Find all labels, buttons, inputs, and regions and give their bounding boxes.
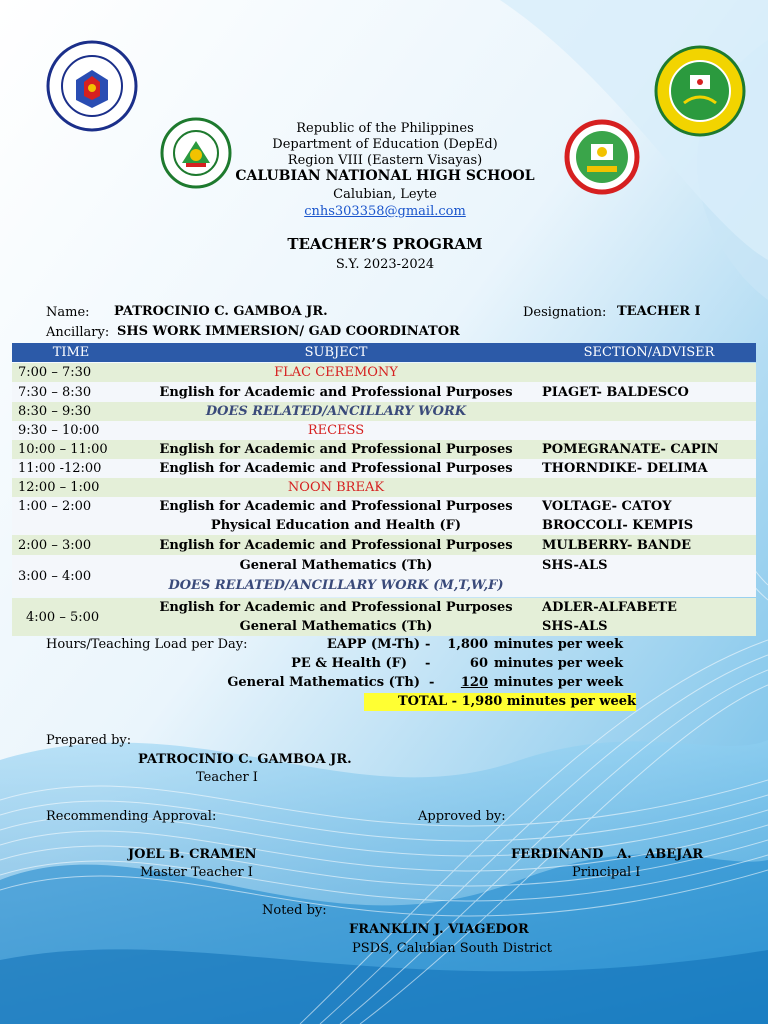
row-section: POMEGRANATE- CAPIN (542, 442, 719, 457)
row-time: 10:00 – 11:00 (18, 442, 108, 457)
row-subject: English for Academic and Professional Purposes (159, 499, 513, 514)
row-section: SHS-ALS (542, 557, 608, 573)
name-label: Name: (46, 305, 90, 320)
table-row (12, 478, 756, 497)
prepared-name: PATROCINIO C. GAMBOA JR. (138, 752, 352, 767)
table-row (12, 363, 756, 382)
table-row (12, 497, 756, 535)
row-section: VOLTAGE- CATOY (542, 499, 672, 514)
row-section: THORNDIKE- DELIMA (542, 461, 708, 476)
header-email-link[interactable]: cnhs303358@gmail.com (304, 204, 466, 219)
row-subject: English for Academic and Professional Purposes (159, 442, 513, 457)
noted-label: Noted by: (262, 903, 327, 918)
header-subject: SUBJECT (304, 345, 368, 360)
row-time: 4:00 – 5:00 (26, 609, 100, 625)
recommending-title: Master Teacher I (140, 865, 253, 880)
row-section-2: BROCCOLI- KEMPIS (542, 518, 694, 533)
prepared-title: Teacher I (196, 770, 258, 785)
load-dash: - (425, 656, 431, 671)
load-label: Hours/Teaching Load per Day: (46, 637, 248, 652)
row-time: 8:30 – 9:30 (18, 404, 92, 419)
header-school-name: CALUBIAN NATIONAL HIGH SCHOOL (235, 168, 535, 184)
table-row (12, 382, 756, 402)
row-section: PIAGET- BALDESCO (542, 384, 689, 400)
load-unit: minutes per week (494, 675, 624, 690)
row-subject: English for Academic and Professional Purposes (159, 537, 513, 553)
header-region: Region VIII (Eastern Visayas) (287, 153, 483, 168)
header-deped: Department of Education (DepEd) (272, 137, 498, 152)
row-section-2: SHS-ALS (542, 619, 608, 634)
designation-label: Designation: (523, 305, 607, 320)
row-time: 7:30 – 8:30 (18, 384, 92, 400)
row-section: MULBERRY- BANDE (542, 537, 692, 553)
row-time: 12:00 – 1:00 (18, 480, 100, 495)
header-republic: Republic of the Philippines (296, 121, 474, 136)
table-row (12, 440, 756, 459)
prepared-label: Prepared by: (46, 733, 132, 748)
table-header (12, 343, 756, 362)
load-dash: - (425, 637, 431, 652)
row-subject-2: General Mathematics (Th) (239, 619, 433, 634)
row-time: 11:00 -12:00 (18, 461, 102, 476)
row-subject: English for Academic and Professional Purposes (159, 384, 513, 400)
row-time: 7:00 – 7:30 (18, 365, 92, 380)
row-subject: General Mathematics (Th) (239, 557, 433, 573)
table-row (12, 421, 756, 440)
noted-title: PSDS, Calubian South District (352, 941, 552, 956)
load-dash: - (429, 675, 435, 690)
load-minutes-pe: 60 (469, 656, 488, 671)
ancillary-value: SHS WORK IMMERSION/ GAD COORDINATOR (117, 324, 460, 339)
load-unit: minutes per week (494, 656, 624, 671)
approved-label: Approved by: (418, 809, 506, 824)
load-subject-eapp: EAPP (M-Th) (326, 637, 420, 652)
recommending-name: JOEL B. CRAMEN (128, 847, 257, 862)
header-town: Calubian, Leyte (333, 187, 437, 202)
noted-name: FRANKLIN J. VIAGEDOR (349, 922, 529, 937)
load-unit: minutes per week (494, 637, 624, 652)
cnhs-school-seal-logo (654, 45, 746, 137)
load-subject-pe: PE & Health (F) (291, 656, 407, 671)
row-time: 1:00 – 2:00 (18, 499, 92, 514)
row-subject: RECESS (307, 423, 365, 438)
teacher-name: PATROCINIO C. GAMBOA JR. (114, 304, 328, 319)
header-time: TIME (52, 345, 90, 360)
row-time: 9:30 – 10:00 (18, 423, 100, 438)
row-subject: FLAC CEREMONY (274, 365, 398, 380)
row-subject-2: DOES RELATED/ANCILLARY WORK (M,T,W,F) (168, 577, 504, 593)
row-subject: NOON BREAK (287, 480, 385, 495)
row-subject-2: Physical Education and Health (F) (210, 518, 462, 533)
load-minutes-eapp: 1,800 (447, 637, 488, 652)
ancillary-label: Ancillary: (46, 325, 110, 340)
approved-name: FERDINAND A. ABEJAR (511, 847, 704, 862)
school-year: S.Y. 2023-2024 (335, 257, 435, 272)
load-total: TOTAL - 1,980 minutes per week (364, 693, 636, 711)
row-subject: English for Academic and Professional Purposes (159, 600, 513, 615)
row-subject: DOES RELATED/ANCILLARY WORK (205, 404, 467, 419)
header-section: SECTION/ADVISER (583, 345, 715, 360)
deped-seal-logo (46, 40, 138, 132)
row-subject: English for Academic and Professional Purposes (159, 461, 513, 476)
load-subject-math: General Mathematics (Th) (227, 675, 420, 690)
table-row (12, 535, 756, 555)
row-section: ADLER-ALFABETE (542, 600, 677, 615)
table-row (12, 598, 756, 636)
table-row (12, 459, 756, 478)
page-title: TEACHER’S PROGRAM (287, 235, 483, 253)
table-row (12, 555, 756, 597)
load-minutes-math: 120 (460, 675, 488, 690)
table-row (12, 402, 756, 421)
designation-value: TEACHER I (617, 304, 701, 319)
approved-title: Principal I (572, 865, 641, 880)
row-time: 2:00 – 3:00 (18, 537, 92, 553)
recommending-label: Recommending Approval: (46, 809, 217, 824)
row-time: 3:00 – 4:00 (18, 568, 92, 584)
